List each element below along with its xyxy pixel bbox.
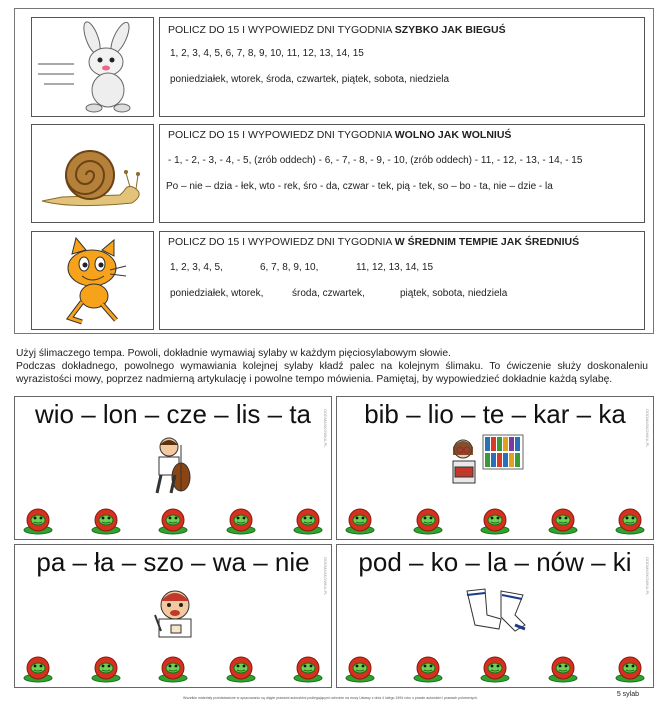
tracking-snail-icon[interactable] bbox=[291, 653, 325, 683]
syllable-word: bib – lio – te – kar – ka bbox=[364, 399, 626, 429]
exercise-days-3: piątek, sobota, niedziela bbox=[400, 288, 508, 299]
eating-boy-icon bbox=[147, 585, 203, 641]
exercise-numbers-2: 6, 7, 8, 9, 10, bbox=[260, 262, 319, 273]
rabbit-picture-box bbox=[31, 17, 154, 117]
snail-row bbox=[343, 653, 647, 683]
syllable-word: wio – lon – cze – lis – ta bbox=[34, 399, 312, 429]
knee-socks-icon bbox=[461, 585, 533, 633]
snail-row bbox=[21, 505, 325, 535]
page-label: 5 sylab bbox=[616, 691, 639, 698]
syllable-card bbox=[336, 396, 654, 540]
syllable-card bbox=[14, 544, 332, 688]
tracking-snail-icon[interactable] bbox=[613, 505, 647, 535]
exercise-days-2: środa, czwartek, bbox=[292, 288, 365, 299]
rabbit-icon bbox=[32, 18, 153, 116]
exercise-title-bold: WOLNO JAK WOLNIUŚ bbox=[394, 129, 512, 141]
exercise-numbers: 1, 2, 3, 4, 5, 6, 7, 8, 9, 10, 11, 12, 13, 14, 15 bbox=[170, 48, 364, 59]
tracking-snail-icon[interactable] bbox=[546, 653, 580, 683]
exercise-days: Po – nie – dzia - łek, wto - rek, śro - da, czwar - tek, pią - tek, so – bo - ta, nie – dzie - la bbox=[166, 181, 553, 192]
tracking-snail-icon[interactable] bbox=[89, 653, 123, 683]
syllable-word: pod – ko – la – nów – ki bbox=[358, 547, 632, 577]
exercise-fast bbox=[159, 17, 645, 117]
snail-row bbox=[21, 653, 325, 683]
instruction-line-2: Podczas dokładnego, powolnego wymawiania kolejnej sylaby kładź palec na kolejnym ślimaku. To ćwiczenie służy doskonaleniu wyrazistości mowy, poprzez nadmierną artykulację i powolne tempo mówienia. Pamiętaj, by wypowiedzieć dokładnie każdą sylabę. bbox=[16, 361, 648, 385]
librarian-icon bbox=[441, 433, 527, 493]
tracking-snail-icon[interactable] bbox=[343, 505, 377, 535]
tracking-snail-icon[interactable] bbox=[224, 653, 258, 683]
tracking-snail-icon[interactable] bbox=[411, 653, 445, 683]
tracking-snail-icon[interactable] bbox=[613, 653, 647, 683]
cat-picture-box bbox=[31, 231, 154, 330]
exercise-numbers: - 1, - 2, - 3, - 4, - 5, (zrób oddech) - 6, - 7, - 8, - 9, - 10, (zrób oddech) - 11, - 12, - 13, - 14, - 15 bbox=[168, 155, 583, 166]
syllable-card bbox=[14, 396, 332, 540]
tracking-snail-icon[interactable] bbox=[21, 653, 55, 683]
tracking-snail-icon[interactable] bbox=[343, 653, 377, 683]
snail-icon bbox=[32, 125, 153, 222]
exercise-numbers-3: 11, 12, 13, 14, 15 bbox=[356, 262, 434, 273]
tracking-snail-icon[interactable] bbox=[156, 653, 190, 683]
syllable-word: pa – ła – szo – wa – nie bbox=[36, 547, 310, 577]
tracking-snail-icon[interactable] bbox=[478, 505, 512, 535]
exercise-days-1: poniedziałek, wtorek, bbox=[170, 288, 264, 299]
cat-icon bbox=[32, 232, 153, 329]
snail-picture-box bbox=[31, 124, 154, 223]
instruction-line-1: Użyj ślimaczego tempa. Powoli, dokładnie wymawiaj sylaby w każdym pięciosylabowym słowie. bbox=[16, 348, 451, 359]
side-watermark: ODDMASKOWKA.PL bbox=[645, 557, 650, 596]
tracking-snail-icon[interactable] bbox=[21, 505, 55, 535]
exercise-days: poniedziałek, wtorek, środa, czwartek, piątek, sobota, niedziela bbox=[170, 74, 450, 85]
exercise-slow bbox=[159, 124, 645, 223]
tracking-snail-icon[interactable] bbox=[546, 505, 580, 535]
tracking-snail-icon[interactable] bbox=[478, 653, 512, 683]
tracking-snail-icon[interactable] bbox=[89, 505, 123, 535]
syllable-card bbox=[336, 544, 654, 688]
side-watermark: ODDMASKOWKA.PL bbox=[323, 557, 328, 596]
exercise-title-bold: SZYBKO JAK BIEGUŚ bbox=[394, 24, 506, 36]
snail-row bbox=[343, 505, 647, 535]
copyright-note: Wszelkie materiały przedstawione w opracowaniu są objęte prawami autorskimi podlegającymi ochronie na mocy Ustawy z dnia 4 lutego 1994 roku o prawie autorskim i prawach pokrewnych. bbox=[183, 696, 478, 700]
exercise-title: POLICZ DO 15 I WYPOWIEDZ DNI TYGODNIA bbox=[168, 24, 395, 36]
exercise-medium bbox=[159, 231, 645, 330]
exercise-numbers-1: 1, 2, 3, 4, 5, bbox=[170, 262, 223, 273]
tracking-snail-icon[interactable] bbox=[156, 505, 190, 535]
side-watermark: ODDMASKOWKA.PL bbox=[323, 409, 328, 448]
exercise-title: POLICZ DO 15 I WYPOWIEDZ DNI TYGODNIA bbox=[168, 129, 395, 141]
side-watermark: ODDMASKOWKA.PL bbox=[645, 409, 650, 448]
tracking-snail-icon[interactable] bbox=[411, 505, 445, 535]
exercise-title: POLICZ DO 15 I WYPOWIEDZ DNI TYGODNIA bbox=[168, 236, 395, 248]
cellist-icon bbox=[149, 435, 199, 497]
tracking-snail-icon[interactable] bbox=[291, 505, 325, 535]
exercise-title-bold: W ŚREDNIM TEMPIE JAK ŚREDNIUŚ bbox=[394, 236, 580, 248]
tracking-snail-icon[interactable] bbox=[224, 505, 258, 535]
